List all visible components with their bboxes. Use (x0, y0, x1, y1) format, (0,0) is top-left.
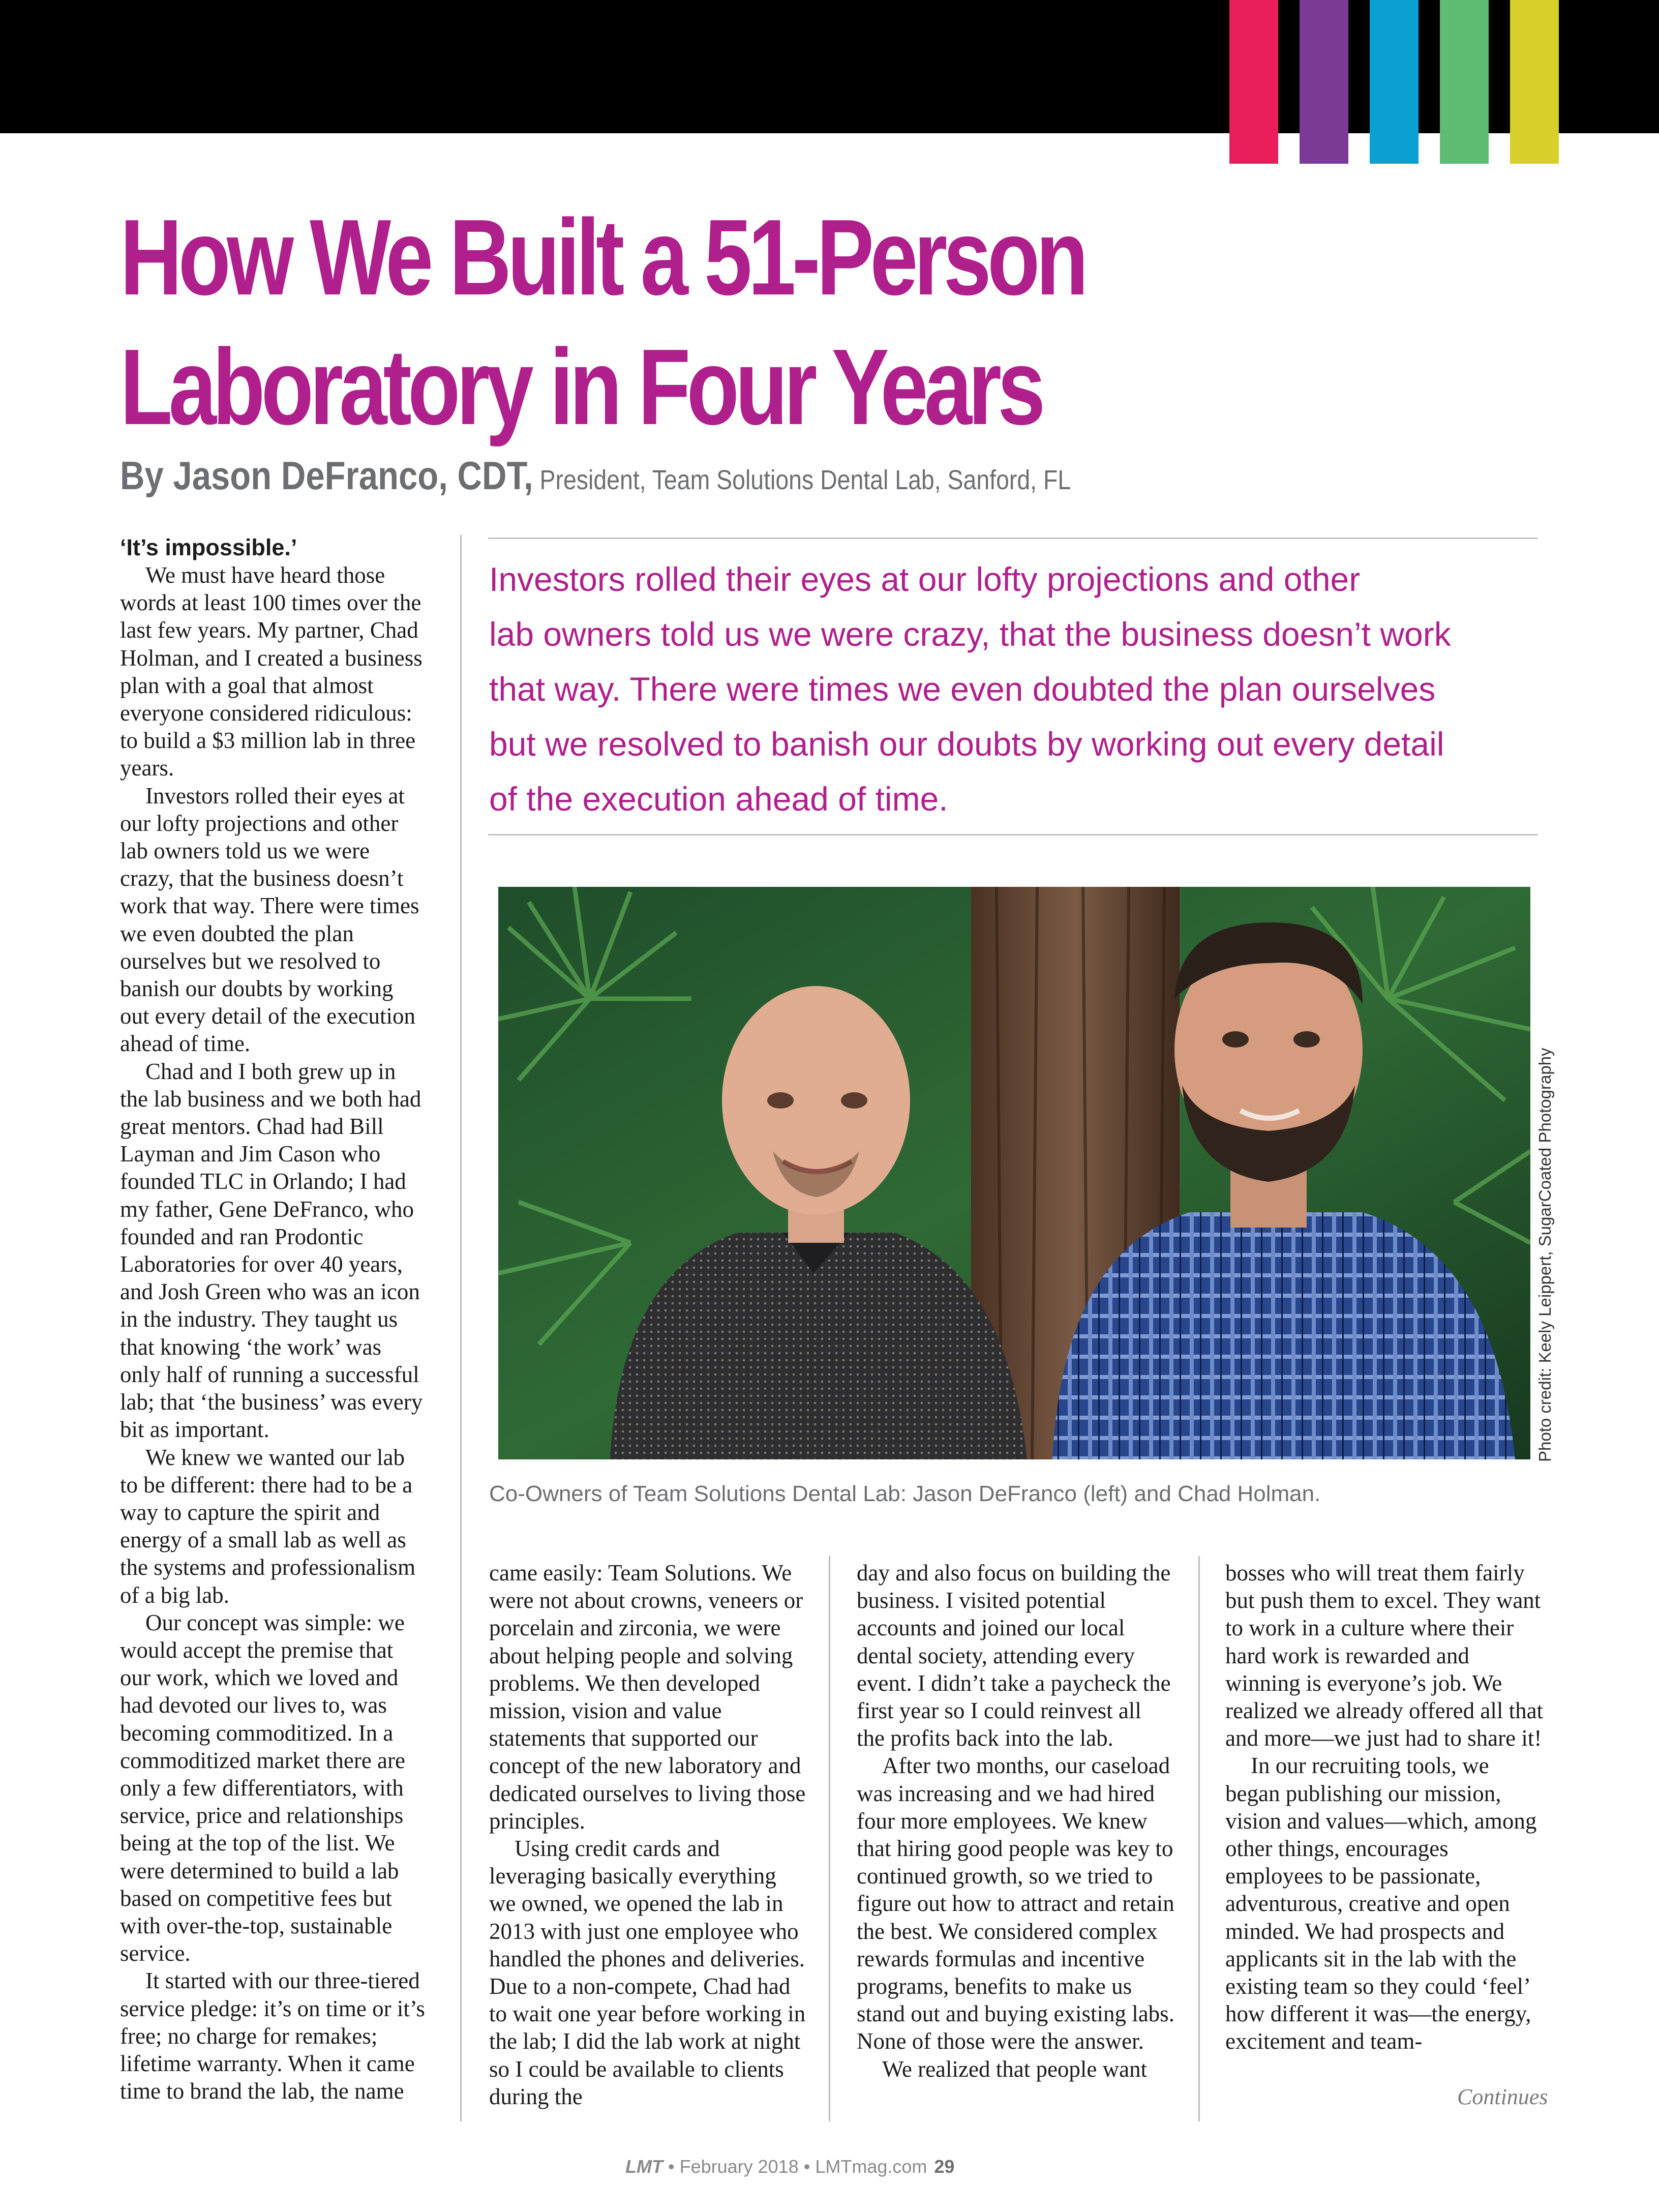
footer-separator: • (798, 2156, 816, 2177)
pull-quote-line: but we resolved to banish our doubts by working out every detail (489, 725, 1444, 763)
pull-quote-line: that way. There were times we even doubted the plan ourselves (489, 670, 1436, 708)
color-stripe-purple (1300, 0, 1348, 164)
body-column-2 (489, 1559, 807, 2110)
body-column-4 (1225, 1559, 1546, 2055)
body-paragraph: It started with our three-tiered service pledge: it’s on time or it’s free; no charge for remakes; lifetime warranty. When it came time to brand the lab, the name (120, 1968, 425, 2104)
article-headline (120, 192, 1218, 452)
pull-quote-line: of the execution ahead of time. (489, 780, 948, 818)
column-divider (1198, 1556, 1200, 2121)
continues-label: Continues (1457, 2084, 1548, 2109)
column-divider (829, 1556, 830, 2121)
body-paragraph: Using credit cards and leveraging basically everything we owned, we opened the lab in 2013 with just one employee who handled the phones and deliveries. Due to a non-compete, Chad had to wait one year before working in the lab; I did the lab work at night so I could be available to clients during the (489, 1836, 806, 2109)
body-paragraph: came easily: Team Solutions. We were not about crowns, veneers or porcelain and zirconia, we were about helping people and solving problems. We then developed mission, vision and value statements that supported our concept of the new laboratory and dedicated ourselves to living those principles. (489, 1560, 806, 1834)
pull-quote-bottom-rule (488, 834, 1538, 835)
body-paragraph: We realized that people want (882, 2056, 1148, 2082)
headline-line-1: How We Built a 51-Person (120, 197, 1085, 317)
magazine-name: LMT (625, 2156, 663, 2177)
pull-quote-line: Investors rolled their eyes at our lofty projections and other (489, 560, 1361, 598)
pull-quote (489, 552, 1539, 826)
body-paragraph: We knew we wanted our lab to be different: there had to be a way to capture the spirit and energy of a small lab as well as the systems and professionalism of a big lab. (120, 1444, 416, 1608)
page-footer (625, 2156, 954, 2177)
headline-line-2: Laboratory in Four Years (120, 326, 1042, 447)
color-stripe-green (1440, 0, 1489, 164)
byline (120, 453, 1071, 499)
color-stripe-blue (1370, 0, 1419, 164)
body-paragraph: After two months, our caseload was increasing and we had hired four more employees. We knew that hiring good people was key to continued growth, so we tried to figure out how to attract and retain the best. We considered complex rewards formulas and incentive programs, benefits to make us stand out and buying existing labs. None of those were the answer. (857, 1753, 1174, 2054)
column-divider (460, 535, 462, 2121)
color-stripe-yellow (1510, 0, 1559, 164)
body-paragraph: Our concept was simple: we would accept the premise that our work, which we loved and had devoted our lives to, was becoming commoditized. In a commoditized market there are only a few differentiators, with service, price and relationships being at the top of the list. We were determined to build a lab based on competitive fees but with over-the-top, sustainable service. (120, 1609, 405, 1966)
body-paragraph: Investors rolled their eyes at our lofty projections and other lab owners told us we were crazy, that the business doesn’t work that way. There were times we even doubted the plan ourselves but we resolved to banish our doubts by working out every detail of the execution ahead of time. (120, 783, 419, 1057)
co-owners-photo (498, 887, 1530, 1459)
body-paragraph: bosses who will treat them fairly but push them to excel. They want to work in a culture where their hard work is rewarded and winning is everyone’s job. We realized we already offered all that and more—we just had to share it! (1225, 1560, 1544, 1751)
body-paragraph: Chad and I both grew up in the lab business and we both had great mentors. Chad had Bill Layman and Jim Cason who founded TLC in Orlando; I had my father, Gene DeFranco, who founded and ran Prodontic Laboratories for over 40 years, and Josh Green who was an icon in the industry. They taught us that knowing ‘the work’ was only half of running a successful lab; that ‘the business’ was every bit as important. (120, 1058, 423, 1443)
issue-date: February 2018 (679, 2156, 799, 2177)
website: LMTmag.com (815, 2156, 927, 2177)
byline-author: By Jason DeFranco, CDT, (120, 453, 533, 498)
footer-separator: • (662, 2156, 680, 2177)
lead-quote: ‘It’s impossible.’ (120, 534, 297, 560)
pull-quote-top-rule (488, 537, 1538, 539)
color-stripe-pink (1229, 0, 1278, 164)
pull-quote-line: lab owners told us we were crazy, that the business doesn’t work (489, 615, 1451, 653)
photo-caption: Co-Owners of Team Solutions Dental Lab: Jason DeFranco (left) and Chad Holman. (489, 1481, 1321, 1506)
photo-illustration (498, 887, 1530, 1459)
body-column-3 (857, 1559, 1174, 2083)
body-column-1 (120, 534, 427, 2105)
body-paragraph: We must have heard those words at least 100 times over the last few years. My partner, Chad Holman, and I created a business plan with a goal that almost everyone considered ridiculous: to build a $3 million lab in three years. (120, 562, 423, 781)
body-paragraph: day and also focus on building the business. I visited potential accounts and joined our local dental society, attending every event. I didn’t take a paycheck the first year so I could reinvest all the profits back into the lab. (857, 1560, 1171, 1751)
photo-credit: Photo credit: Keely Leippert, SugarCoated Photography (1535, 1048, 1554, 1462)
body-paragraph: In our recruiting tools, we began publishing our mission, vision and values—which, among other things, encourages employees to be passionate, adventurous, creative and open minded. We had prospects and applicants sit in the lab with the existing team so they could ‘feel’ how different it was—the energy, excitement and team- (1225, 1753, 1537, 2054)
page-number: 29 (934, 2156, 955, 2177)
byline-role: President, Team Solutions Dental Lab, Sanford, FL (533, 465, 1071, 495)
